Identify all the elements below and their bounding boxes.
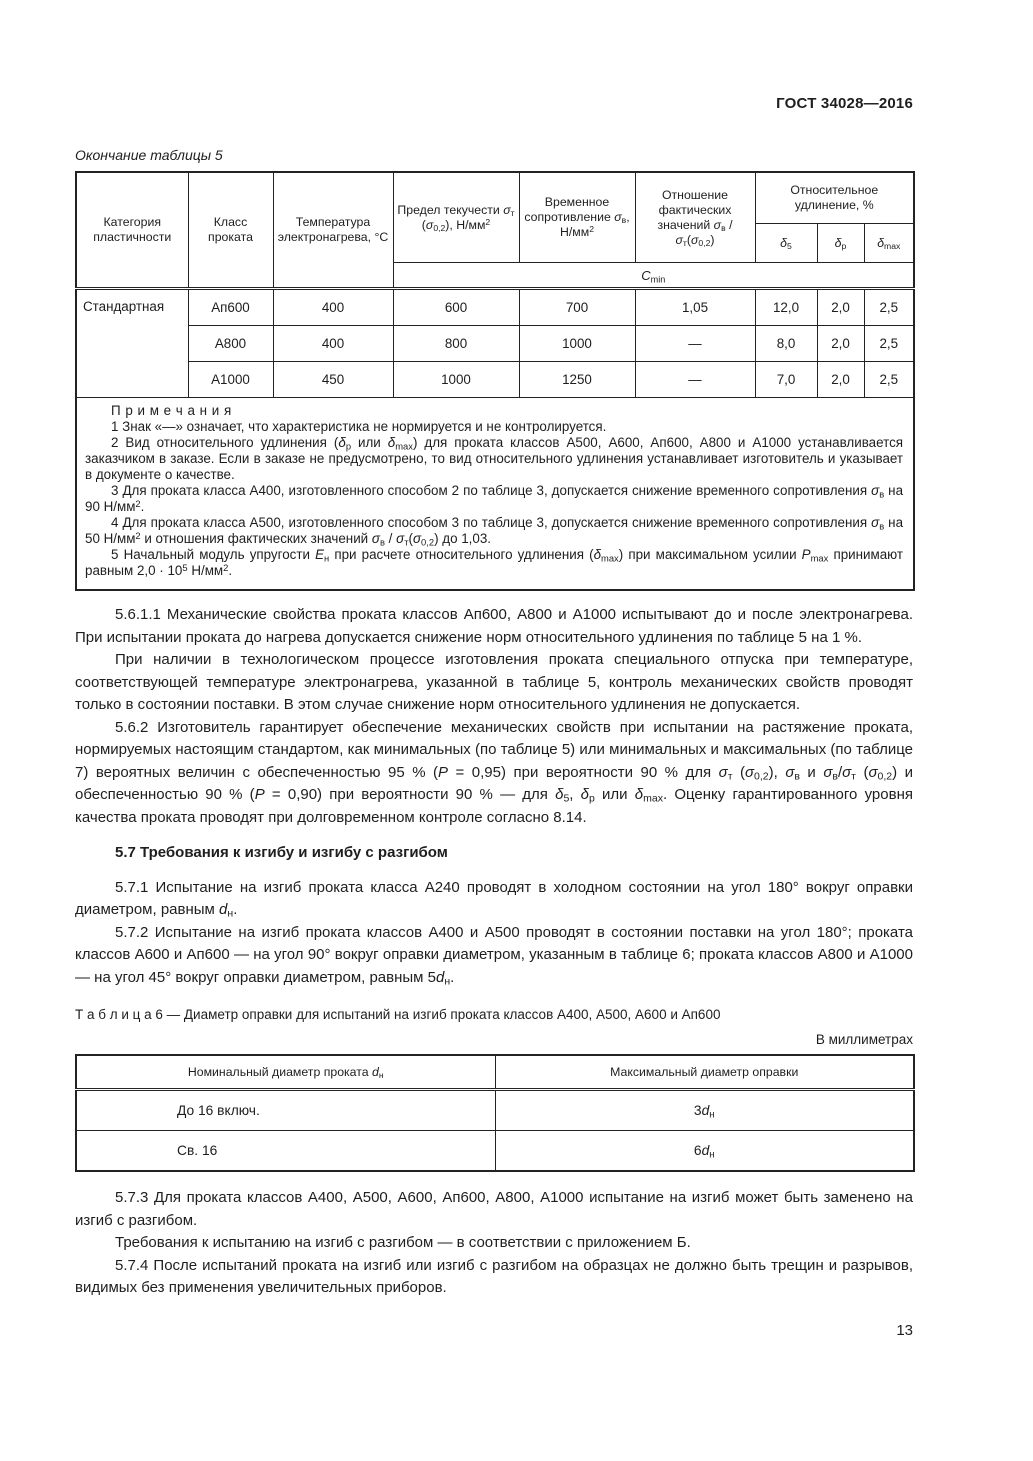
note: 4 Для проката класса А500, изготовленного способом 3 по таблице 3, допускается снижение временного сопротивления $\sigma_в$ на 50 $Н/мм^2$ и отношения фактических значений $\sigma_в / \sigma_т(\sigma_{0,2})$ до 1,03. xyxy=(85,515,904,548)
table-row xyxy=(76,1090,914,1131)
note: 5 Начальный модуль упругости $E_н$ при расчете относительного удлинения $(\delta_{max})$ при максимальном усилии $P_{max}$ принимают равным $2,0 \cdot 10^5$ $Н/мм^2$. xyxy=(85,547,904,578)
table5-notes xyxy=(76,398,914,591)
table5-cell: — xyxy=(635,362,755,398)
table5-header-category: Категория пластичности xyxy=(76,172,188,289)
note: 1 Знак «—» означает, что характеристика не нормируется и не контролируется. xyxy=(111,419,607,434)
page-number: 13 xyxy=(896,1321,913,1339)
table5-cell: Ап600 xyxy=(188,289,273,326)
table5-header-elongation: Относительное удлинение, % xyxy=(755,172,914,224)
table5-cell: 2,0 xyxy=(817,326,864,362)
table-row xyxy=(76,1131,914,1172)
paragraph-5-7-3: 5.7.3 Для проката классов А400, А500, А600, Ап600, А800, А1000 испытание на изгиб может быть заменено на изгиб с разгибом. xyxy=(75,1189,913,1229)
table5-header-temperature: Температура электронагрева, °С xyxy=(273,172,393,289)
table5-cell: 1250 xyxy=(519,362,635,398)
table5-header-yield: Предел текучести $\sigma_т$ $(\sigma_{0,2})$, $Н/мм^2$ xyxy=(393,172,519,263)
paragraph-5-7-1: 5.7.1 Испытание на изгиб проката класса А240 проводят в холодном состоянии на угол 180° вокруг оправки диаметром, равным $d_н$. xyxy=(75,878,913,920)
doc-code: ГОСТ 34028—2016 xyxy=(776,95,913,112)
table5-cell-category: Стандартная xyxy=(76,289,188,398)
paragraph-5-7-4: 5.7.4 После испытаний проката на изгиб или изгиб с разгибом на образцах не должно быть трещин и разрывов, видимых без применения увеличительных приборов. xyxy=(75,1256,913,1296)
paragraph-5-7-2: 5.7.2 Испытание на изгиб проката классов А400 и А500 проводят в состоянии поставки на угол 180°; проката классов А600 и Ап600 — на угол 90° вокруг оправки диаметром, указанным в таблице 6; проката классов А800 и А1000 — на угол 45° вокруг оправки диаметром, равным $5d_н$. xyxy=(75,923,913,988)
section-heading-5-7: 5.7 Требования к изгибу и изгибу с разгибом xyxy=(115,844,448,861)
table5-cell: 2,0 xyxy=(817,362,864,398)
table6-header-nominal-diameter: Номинальный диаметр проката $d_н$ xyxy=(76,1055,495,1090)
table5-cell: — xyxy=(635,326,755,362)
table5-header-ratio: Отношение фактических значений $\sigma_в / \sigma_т(\sigma_{0,2})$ xyxy=(635,172,755,263)
table5 xyxy=(75,171,915,591)
table5-header-delta5: $\delta_5$ xyxy=(755,224,817,263)
paragraph-5-6-1-1-cont: При наличии в технологическом процессе изготовления проката специального отпуска при температуре, соответствующей температуре электронагрева, указанной в таблице 5, контроль механических свойств проводят только в состоянии поставки. В этом случае снижение норм относительного удлинения не допускается. xyxy=(75,651,913,713)
table5-header-class: Класс проката xyxy=(188,172,273,289)
table5-cell: 400 xyxy=(273,289,393,326)
table5-cell: 1000 xyxy=(519,326,635,362)
table5-header-deltap: $\delta_р$ xyxy=(817,224,864,263)
table6 xyxy=(75,1054,915,1172)
table6-cell: Св. 16 xyxy=(76,1131,495,1172)
table5-cell: 1000 xyxy=(393,362,519,398)
table5-header-tensile: Временное сопротивление $\sigma_в$, $Н/мм^2$ xyxy=(519,172,635,263)
paragraph-5-6-1-1: 5.6.1.1 Механические свойства проката классов Ап600, А800 и А1000 испытывают до и после электронагрева. При испытании проката до нагрева допускается снижение норм относительного удлинения по таблице 5 на 1 %. xyxy=(75,606,913,646)
table5-continuation-caption: Окончание таблицы 5 xyxy=(75,147,223,163)
table5-header-cmin: $C_{min}$ xyxy=(393,263,914,289)
table5-cell: 2,0 xyxy=(817,289,864,326)
table5-cell: 8,0 xyxy=(755,326,817,362)
table5-cell: 800 xyxy=(393,326,519,362)
table5-cell: 600 xyxy=(393,289,519,326)
table5-cell: 450 xyxy=(273,362,393,398)
document-page xyxy=(75,0,913,1339)
table5-cell: 700 xyxy=(519,289,635,326)
table5-cell: 1,05 xyxy=(635,289,755,326)
table5-cell: А800 xyxy=(188,326,273,362)
note: 3 Для проката класса А400, изготовленного способом 2 по таблице 3, допускается снижение временного сопротивления $\sigma_в$ на 90 $Н/мм^2$. xyxy=(85,483,904,514)
table5-cell: 12,0 xyxy=(755,289,817,326)
note: 2 Вид относительного удлинения ($\delta_р$ или $\delta_{max}$) для проката классов А500, А600, Ап600, А800 и А1000 устанавливается заказчиком в заказе. Если в заказе не предусмотрено, то вид относительного удлинения устанавливает изготовитель и указывает в документе о качестве. xyxy=(85,435,904,482)
table5-notes-row xyxy=(76,398,914,591)
table6-units-note: В миллиметрах xyxy=(815,1032,913,1047)
table5-cell: 2,5 xyxy=(864,289,914,326)
table6-cell: $6d_н$ xyxy=(495,1131,914,1172)
table5-cell: 7,0 xyxy=(755,362,817,398)
table-row xyxy=(76,326,914,362)
notes-title: П р и м е ч а н и я xyxy=(111,403,232,418)
table6-cell: До 16 включ. xyxy=(76,1090,495,1131)
table5-cell: 2,5 xyxy=(864,326,914,362)
paragraph-5-7-3-cont: Требования к испытанию на изгиб с разгибом — в соответствии с приложением Б. xyxy=(115,1234,691,1251)
table5-cell: 400 xyxy=(273,326,393,362)
paragraph-5-6-2: 5.6.2 Изготовитель гарантирует обеспечение механических свойств при испытании на растяжение проката, нормируемых настоящим стандартом, как минимальных (по таблице 5) или минимальных и максимальных (по таблице 7) вероятных величин с обеспеченностью 95 % (P = 0,95) при вероятности 90 % для $\sigma_т$ $(\sigma_{0,2})$, $\sigma_в$ и $\sigma_в/\sigma_т$ $(\sigma_{0,2})$ и обеспеченностью 90 % (P = 0,90) при вероятности 90 % — для $\delta_5$, $\delta_р$ или $\delta_{max}$. Оценку гарантированного уровня качества проката проводят при долговременном контроле согласно 8.14. xyxy=(75,718,913,826)
table6-header-mandrel-diameter: Максимальный диаметр оправки xyxy=(495,1055,914,1090)
table5-header-deltamax: $\delta_{max}$ xyxy=(864,224,914,263)
table6-cell: $3d_н$ xyxy=(495,1090,914,1131)
table-row xyxy=(76,362,914,398)
table6-caption: Т а б л и ц а 6 — Диаметр оправки для испытаний на изгиб проката классов А400, А500, А600 и Ап600 xyxy=(75,1007,721,1022)
table5-cell: 2,5 xyxy=(864,362,914,398)
table-row xyxy=(76,289,914,326)
table5-cell: А1000 xyxy=(188,362,273,398)
